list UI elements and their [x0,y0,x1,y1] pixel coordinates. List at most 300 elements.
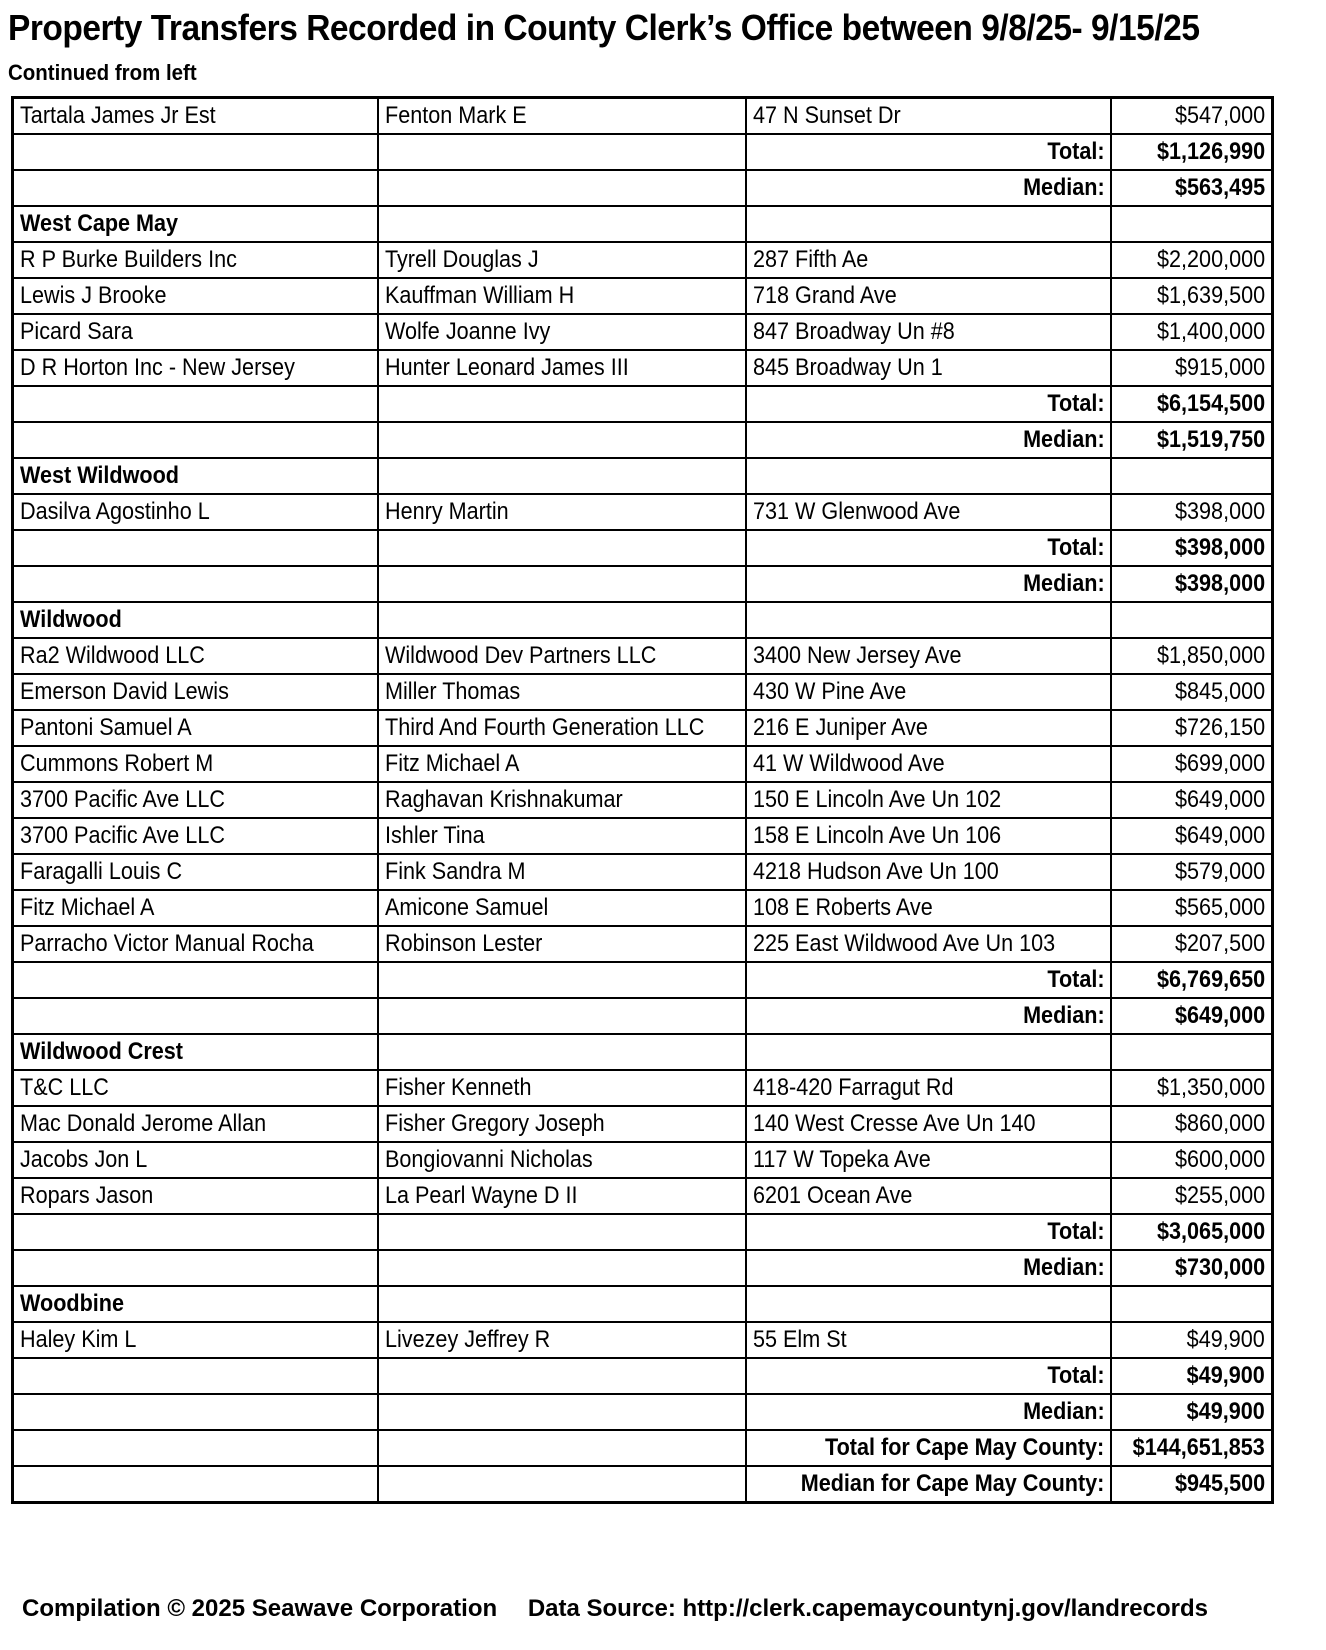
address-cell-text: 4218 Hudson Ave Un 100 [753,858,1000,885]
amount-cell [1111,926,1272,962]
table-row [13,1322,1273,1358]
summary-row [13,134,1273,170]
seller-cell [13,350,378,386]
summary-row [13,1394,1273,1430]
table-row [13,674,1273,710]
seller-cell-text: Ra2 Wildwood LLC [20,642,205,669]
amount-cell-text: $398,000 [1175,498,1266,525]
table-row [13,350,1273,386]
seller-cell [13,926,378,962]
amount-cell-text: $565,000 [1175,894,1266,921]
summary-label-text: Total: [1047,966,1105,993]
summary-row [13,962,1273,998]
buyer-cell-text: Fitz Michael A [384,750,519,777]
address-cell-text: 3400 New Jersey Ave [753,642,962,669]
amount-cell-text: $49,900 [1187,1326,1266,1353]
table-row [13,746,1273,782]
summary-amount [1111,998,1272,1034]
address-cell [746,494,1111,530]
amount-cell-text: $915,000 [1175,354,1266,381]
address-cell [746,1178,1111,1214]
summary-amount [1111,1466,1272,1503]
amount-cell-text: $1,350,000 [1157,1074,1266,1101]
municipality-heading-text: Wildwood Crest [20,1038,184,1065]
table-row [13,854,1273,890]
amount-cell [1111,314,1272,350]
summary-amount [1111,386,1272,422]
buyer-cell [378,350,747,386]
empty-cell [1111,206,1272,242]
amount-cell [1111,1106,1272,1142]
buyer-cell-text: Wildwood Dev Partners LLC [384,642,656,669]
address-cell-text: 845 Broadway Un 1 [753,354,944,381]
seller-cell-text: Pantoni Samuel A [20,714,192,741]
empty-cell [378,422,747,458]
footer-compilation: Compilation © 2025 Seawave Corporation [22,1595,498,1622]
seller-cell [13,314,378,350]
buyer-cell-text: La Pearl Wayne D II [384,1182,577,1209]
empty-cell [13,1214,378,1250]
address-cell-text: 108 E Roberts Ave [753,894,934,921]
amount-cell-text: $579,000 [1175,858,1266,885]
buyer-cell [378,926,747,962]
summary-amount [1111,1394,1272,1430]
summary-label-text: Total: [1047,1362,1105,1389]
summary-amount [1111,134,1272,170]
seller-cell [13,1070,378,1106]
seller-cell-text: 3700 Pacific Ave LLC [20,786,225,813]
summary-amount-text: $1,519,750 [1157,426,1266,453]
summary-amount [1111,1214,1272,1250]
empty-cell [1111,1286,1272,1322]
address-cell [746,1106,1111,1142]
empty-cell [378,458,747,494]
empty-cell [746,458,1111,494]
empty-cell [1111,458,1272,494]
buyer-cell-text: Livezey Jeffrey R [384,1326,550,1353]
empty-cell [746,1034,1111,1070]
summary-label-text: Total: [1047,138,1105,165]
seller-cell [13,494,378,530]
summary-label [746,1466,1111,1503]
summary-row [13,1358,1273,1394]
section-header-row [13,602,1273,638]
amount-cell-text: $2,200,000 [1157,246,1266,273]
address-cell-text: 216 E Juniper Ave [753,714,929,741]
summary-amount-text: $730,000 [1175,1254,1266,1281]
buyer-cell [378,1142,747,1178]
summary-label [746,1214,1111,1250]
address-cell [746,818,1111,854]
summary-amount-text: $3,065,000 [1157,1218,1266,1245]
summary-label [746,1430,1111,1466]
address-cell [746,314,1111,350]
summary-label-text: Total: [1047,534,1105,561]
summary-label-text: Total: [1047,1218,1105,1245]
table-row [13,926,1273,962]
seller-cell-text: Emerson David Lewis [20,678,229,705]
amount-cell-text: $649,000 [1175,786,1266,813]
table-row [13,710,1273,746]
table-row [13,1106,1273,1142]
empty-cell [378,386,747,422]
summary-label [746,1394,1111,1430]
table-row [13,638,1273,674]
amount-cell [1111,1142,1272,1178]
summary-amount-text: $1,126,990 [1157,138,1266,165]
buyer-cell-text: Fink Sandra M [384,858,525,885]
seller-cell-text: Dasilva Agostinho L [20,498,210,525]
table-row [13,782,1273,818]
amount-cell [1111,494,1272,530]
transfers-table [11,96,1274,1504]
empty-cell [13,530,378,566]
summary-row [13,422,1273,458]
address-cell-text: 718 Grand Ave [753,282,898,309]
amount-cell [1111,674,1272,710]
table-row [13,278,1273,314]
summary-amount [1111,170,1272,206]
summary-amount-text: $6,154,500 [1157,390,1266,417]
empty-cell [746,602,1111,638]
empty-cell [13,134,378,170]
address-cell [746,1322,1111,1358]
summary-amount [1111,1358,1272,1394]
summary-amount [1111,530,1272,566]
summary-label-text: Total: [1047,390,1105,417]
summary-amount-text: $144,651,853 [1133,1434,1266,1461]
seller-cell-text: R P Burke Builders Inc [20,246,237,273]
buyer-cell-text: Fisher Kenneth [384,1074,531,1101]
address-cell [746,674,1111,710]
empty-cell [378,170,747,206]
municipality-heading-text: Wildwood [20,606,122,633]
buyer-cell [378,638,747,674]
seller-cell-text: Jacobs Jon L [20,1146,148,1173]
summary-amount [1111,1250,1272,1286]
buyer-cell [378,818,747,854]
summary-label-text: Median: [1022,1398,1105,1425]
buyer-cell [378,746,747,782]
summary-label [746,1358,1111,1394]
empty-cell [13,1430,378,1466]
seller-cell-text: Haley Kim L [20,1326,137,1353]
empty-cell [378,1034,747,1070]
empty-cell [378,1286,747,1322]
buyer-cell [378,1178,747,1214]
empty-cell [378,1394,747,1430]
seller-cell [13,242,378,278]
summary-amount-text: $945,500 [1175,1470,1266,1497]
summary-label-text: Median for Cape May County: [800,1470,1105,1497]
empty-cell [378,602,747,638]
empty-cell [378,1250,747,1286]
seller-cell [13,890,378,926]
summary-label-text: Median: [1022,1002,1105,1029]
seller-cell [13,1142,378,1178]
amount-cell [1111,746,1272,782]
buyer-cell-text: Raghavan Krishnakumar [384,786,623,813]
empty-cell [746,1286,1111,1322]
amount-cell [1111,350,1272,386]
summary-label [746,386,1111,422]
table-row [13,242,1273,278]
seller-cell [13,818,378,854]
transfers-table-body [13,98,1273,1503]
empty-cell [746,206,1111,242]
amount-cell [1111,1070,1272,1106]
amount-cell-text: $726,150 [1175,714,1266,741]
buyer-cell-text: Robinson Lester [384,930,542,957]
empty-cell [378,962,747,998]
address-cell-text: 287 Fifth Ae [753,246,869,273]
summary-label-text: Total for Cape May County: [825,1434,1105,1461]
seller-cell [13,278,378,314]
municipality-heading-text: West Cape May [20,210,179,237]
seller-cell-text: Ropars Jason [20,1182,154,1209]
summary-row [13,1250,1273,1286]
address-cell-text: 150 E Lincoln Ave Un 102 [753,786,1002,813]
buyer-cell-text: Amicone Samuel [384,894,548,921]
summary-label [746,1250,1111,1286]
seller-cell-text: Fitz Michael A [20,894,155,921]
table-row [13,494,1273,530]
empty-cell [13,1466,378,1503]
seller-cell-text: Picard Sara [20,318,133,345]
summary-row [13,530,1273,566]
buyer-cell [378,674,747,710]
address-cell-text: 47 N Sunset Dr [753,102,902,129]
amount-cell-text: $845,000 [1175,678,1266,705]
section-header-row [13,458,1273,494]
address-cell-text: 140 West Cresse Ave Un 140 [753,1110,1036,1137]
summary-label [746,530,1111,566]
buyer-cell [378,98,747,135]
address-cell-text: 6201 Ocean Ave [753,1182,913,1209]
amount-cell-text: $860,000 [1175,1110,1266,1137]
summary-amount-text: $398,000 [1175,534,1266,561]
summary-amount [1111,422,1272,458]
address-cell-text: 158 E Lincoln Ave Un 106 [753,822,1002,849]
summary-row [13,386,1273,422]
summary-label-text: Median: [1022,1254,1105,1281]
address-cell-text: 41 W Wildwood Ave [753,750,946,777]
table-row [13,314,1273,350]
summary-amount [1111,566,1272,602]
address-cell [746,782,1111,818]
summary-label-text: Median: [1022,426,1105,453]
amount-cell-text: $600,000 [1175,1146,1266,1173]
address-cell-text: 225 East Wildwood Ave Un 103 [753,930,1056,957]
section-header-row [13,206,1273,242]
seller-cell [13,674,378,710]
address-cell [746,710,1111,746]
amount-cell-text: $547,000 [1175,102,1266,129]
buyer-cell-text: Kauffman William H [384,282,574,309]
buyer-cell [378,1322,747,1358]
municipality-heading-text: West Wildwood [20,462,180,489]
buyer-cell [378,854,747,890]
summary-label [746,962,1111,998]
buyer-cell-text: Third And Fourth Generation LLC [384,714,704,741]
amount-cell [1111,1322,1272,1358]
footer-data-source: Data Source: http://clerk.capemaycountynj.gov/landrecords [527,1595,1208,1622]
buyer-cell-text: Bongiovanni Nicholas [384,1146,593,1173]
address-cell-text: 847 Broadway Un #8 [753,318,956,345]
summary-row [13,566,1273,602]
amount-cell-text: $649,000 [1175,822,1266,849]
summary-label [746,422,1111,458]
empty-cell [378,1358,747,1394]
seller-cell-text: Lewis J Brooke [20,282,167,309]
summary-label [746,134,1111,170]
empty-cell [378,566,747,602]
seller-cell [13,710,378,746]
address-cell [746,242,1111,278]
buyer-cell [378,890,747,926]
table-row [13,1070,1273,1106]
address-cell [746,854,1111,890]
empty-cell [13,998,378,1034]
empty-cell [13,1358,378,1394]
summary-row [13,1466,1273,1503]
summary-row [13,1430,1273,1466]
buyer-cell-text: Fenton Mark E [384,102,527,129]
amount-cell-text: $699,000 [1175,750,1266,777]
summary-amount-text: $49,900 [1187,1362,1266,1389]
empty-cell [378,998,747,1034]
page-title: Property Transfers Recorded in County Clerk’s Office between 9/8/25- 9/15/25 [8,7,1200,48]
buyer-cell-text: Miller Thomas [384,678,520,705]
municipality-heading [13,602,378,638]
buyer-cell [378,1106,747,1142]
amount-cell [1111,710,1272,746]
amount-cell [1111,782,1272,818]
empty-cell [378,1214,747,1250]
amount-cell [1111,242,1272,278]
empty-cell [378,1466,747,1503]
empty-cell [13,566,378,602]
summary-label-text: Median: [1022,570,1105,597]
empty-cell [378,134,747,170]
table-row [13,890,1273,926]
summary-amount-text: $49,900 [1187,1398,1266,1425]
address-cell [746,638,1111,674]
seller-cell [13,1178,378,1214]
address-cell [746,350,1111,386]
table-row [13,818,1273,854]
empty-cell [378,1430,747,1466]
seller-cell [13,782,378,818]
amount-cell [1111,278,1272,314]
summary-amount [1111,1430,1272,1466]
amount-cell-text: $1,400,000 [1157,318,1266,345]
seller-cell-text: 3700 Pacific Ave LLC [20,822,225,849]
buyer-cell [378,782,747,818]
summary-row [13,1214,1273,1250]
empty-cell [378,206,747,242]
address-cell-text: 731 W Glenwood Ave [753,498,961,525]
seller-cell-text: Cummons Robert M [20,750,214,777]
section-header-row [13,1034,1273,1070]
summary-row [13,170,1273,206]
seller-cell [13,746,378,782]
empty-cell [13,170,378,206]
page-subtitle: Continued from left [8,60,197,85]
address-cell [746,890,1111,926]
summary-row [13,998,1273,1034]
table-row [13,1178,1273,1214]
seller-cell [13,854,378,890]
address-cell-text: 418-420 Farragut Rd [753,1074,954,1101]
summary-label [746,998,1111,1034]
municipality-heading [13,1286,378,1322]
summary-amount-text: $649,000 [1175,1002,1266,1029]
empty-cell [13,962,378,998]
buyer-cell-text: Fisher Gregory Joseph [384,1110,605,1137]
table-row [13,98,1273,135]
empty-cell [13,1394,378,1430]
address-cell-text: 117 W Topeka Ave [753,1146,932,1173]
municipality-heading [13,458,378,494]
buyer-cell [378,278,747,314]
address-cell [746,746,1111,782]
seller-cell [13,638,378,674]
municipality-heading-text: Woodbine [20,1290,124,1317]
address-cell [746,98,1111,135]
buyer-cell-text: Henry Martin [384,498,509,525]
empty-cell [13,386,378,422]
footer [22,1594,1208,1624]
buyer-cell-text: Wolfe Joanne Ivy [384,318,550,345]
empty-cell [1111,602,1272,638]
summary-amount [1111,962,1272,998]
amount-cell-text: $1,850,000 [1157,642,1266,669]
seller-cell-text: D R Horton Inc - New Jersey [20,354,295,381]
buyer-cell [378,314,747,350]
amount-cell [1111,1178,1272,1214]
seller-cell-text: Parracho Victor Manual Rocha [20,930,314,957]
summary-label-text: Median: [1022,174,1105,201]
summary-label [746,566,1111,602]
address-cell [746,278,1111,314]
municipality-heading [13,206,378,242]
address-cell [746,1070,1111,1106]
empty-cell [13,422,378,458]
buyer-cell [378,710,747,746]
buyer-cell-text: Hunter Leonard James III [384,354,629,381]
table-row [13,1142,1273,1178]
amount-cell-text: $207,500 [1175,930,1266,957]
seller-cell-text: Tartala James Jr Est [20,102,216,129]
seller-cell-text: T&C LLC [20,1074,109,1101]
municipality-heading [13,1034,378,1070]
empty-cell [1111,1034,1272,1070]
seller-cell-text: Faragalli Louis C [20,858,183,885]
section-header-row [13,1286,1273,1322]
seller-cell [13,98,378,135]
address-cell-text: 55 Elm St [753,1326,848,1353]
amount-cell [1111,890,1272,926]
buyer-cell-text: Ishler Tina [384,822,485,849]
amount-cell [1111,854,1272,890]
summary-amount-text: $563,495 [1175,174,1266,201]
buyer-cell [378,242,747,278]
buyer-cell-text: Tyrell Douglas J [384,246,539,273]
seller-cell [13,1106,378,1142]
amount-cell [1111,638,1272,674]
amount-cell [1111,818,1272,854]
